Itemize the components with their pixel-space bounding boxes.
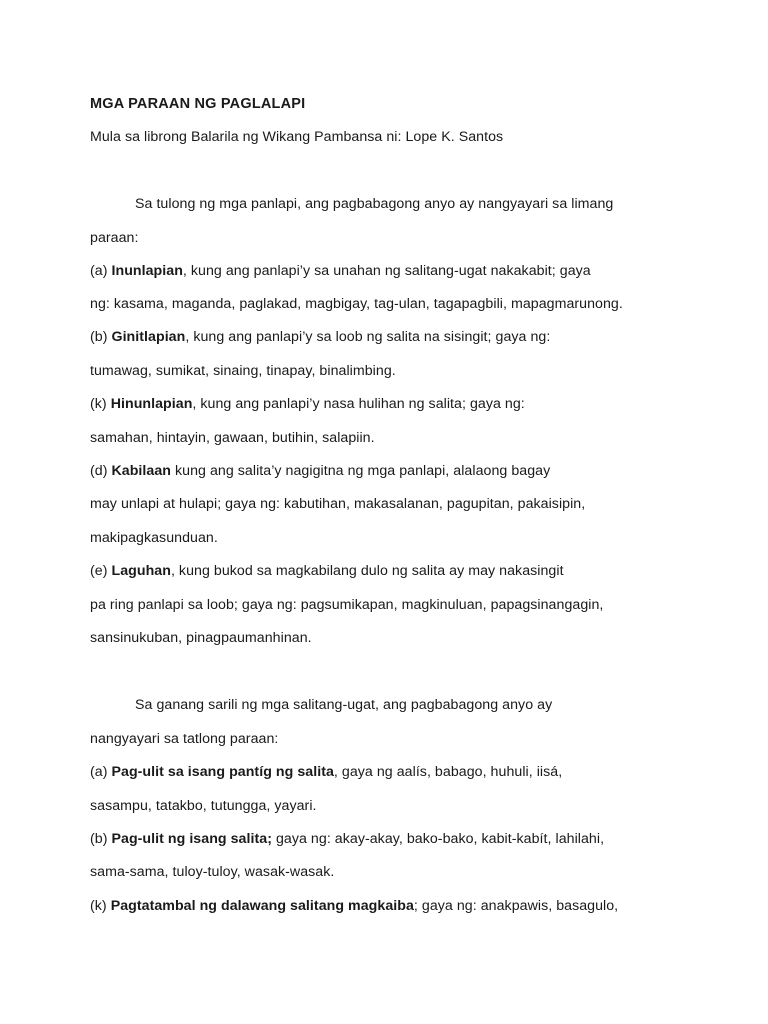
item-text: , gaya ng aalís, babago, huhuli, iisá, bbox=[333, 764, 563, 780]
list2-item-a-line1 bbox=[90, 763, 562, 781]
item-marker: (a) bbox=[90, 263, 112, 279]
list-item-e-line3: sansinukuban, pinagpaumanhinan. bbox=[90, 630, 312, 646]
list2-item-b-line2: sama-sama, tuloy-tuloy, wasak-wasak. bbox=[90, 864, 335, 880]
item-term: Inunlapian bbox=[111, 263, 183, 279]
list-item-d-line1 bbox=[90, 462, 550, 480]
item-marker: (e) bbox=[90, 563, 112, 579]
list-item-b-line1 bbox=[90, 328, 550, 346]
item-text: , kung ang panlapi’y sa loob ng salita na sisingit; gaya ng: bbox=[185, 329, 551, 345]
item-text: , kung bukod sa magkabilang dulo ng salita ay may nakasingit bbox=[170, 563, 564, 579]
item-term: Pag-ulit sa isang pantíg ng salita bbox=[111, 764, 334, 780]
source-line: Mula sa librong Balarila ng Wikang Pambansa ni: Lope K. Santos bbox=[90, 129, 504, 145]
item-text: gaya ng: akay-akay, bako-bako, kabit-kabít, lahilahi, bbox=[271, 831, 605, 847]
list-item-e-line1 bbox=[90, 562, 564, 580]
list-item-k-line2: samahan, hintayin, gawaan, butihin, salapiin. bbox=[90, 430, 375, 446]
section2-intro-line2: nangyayari sa tatlong paraan: bbox=[90, 731, 279, 747]
list-item-b-line2: tumawag, sumikat, sinaing, tinapay, binalimbing. bbox=[90, 363, 396, 379]
item-marker: (k) bbox=[90, 396, 111, 412]
item-marker: (b) bbox=[90, 831, 112, 847]
item-term: Hinunlapian bbox=[110, 396, 193, 412]
list-item-e-line2: pa ring panlapi sa loob; gaya ng: pagsumikapan, magkinuluan, papagsinangagin, bbox=[90, 597, 604, 613]
item-term: Kabilaan bbox=[111, 463, 172, 479]
item-text: , kung ang panlapi’y sa unahan ng salitang-ugat nakakabit; gaya bbox=[182, 263, 591, 279]
list-item-d-line2: may unlapi at hulapi; gaya ng: kabutihan, makasalanan, pagupitan, pakaisipin, bbox=[90, 496, 586, 512]
document-title: MGA PARAAN NG PAGLALAPI bbox=[90, 96, 306, 112]
list-item-a-line2: ng: kasama, maganda, paglakad, magbigay, tag-ulan, tagapagbili, mapagmarunong. bbox=[90, 296, 623, 312]
list-item-k-line1 bbox=[90, 395, 525, 413]
section1-intro-line1: Sa tulong ng mga panlapi, ang pagbabagong anyo ay nangyayari sa limang bbox=[135, 196, 614, 212]
item-marker: (b) bbox=[90, 329, 112, 345]
list2-item-k-line1 bbox=[90, 897, 618, 915]
item-term: Pag-ulit ng isang salita; bbox=[111, 831, 272, 847]
list-item-d-line3: makipagkasunduan. bbox=[90, 530, 218, 546]
item-text: kung ang salita’y nagigitna ng mga panlapi, alalaong bagay bbox=[171, 463, 551, 479]
list2-item-a-line2: sasampu, tatakbo, tutungga, yayari. bbox=[90, 798, 317, 814]
item-term: Laguhan bbox=[111, 563, 171, 579]
item-text: , kung ang panlapi’y nasa hulihan ng salita; gaya ng: bbox=[192, 396, 525, 412]
item-marker: (k) bbox=[90, 898, 111, 914]
item-marker: (d) bbox=[90, 463, 112, 479]
item-text: ; gaya ng: anakpawis, basagulo, bbox=[413, 898, 619, 914]
list-item-a-line1 bbox=[90, 262, 591, 280]
section1-intro-line2: paraan: bbox=[90, 230, 139, 246]
item-term: Ginitlapian bbox=[111, 329, 186, 345]
list2-item-b-line1 bbox=[90, 830, 604, 848]
section2-intro-line1: Sa ganang sarili ng mga salitang-ugat, ang pagbabagong anyo ay bbox=[135, 697, 553, 713]
item-marker: (a) bbox=[90, 764, 112, 780]
item-term: Pagtatambal ng dalawang salitang magkaiba bbox=[110, 898, 414, 914]
